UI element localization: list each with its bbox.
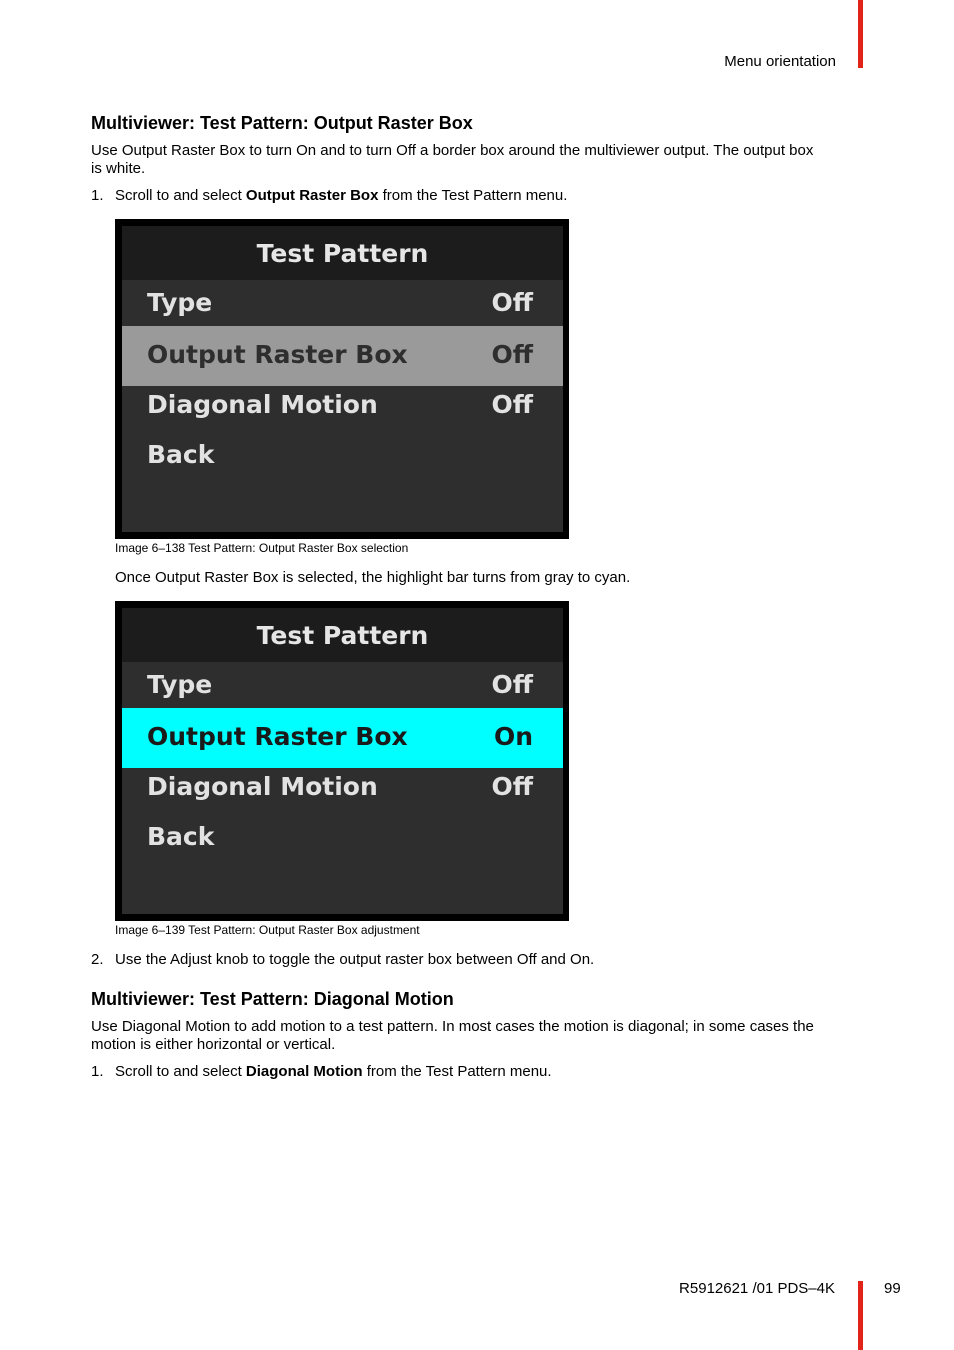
osd-menu-panel bbox=[122, 226, 563, 532]
section-heading-diagonal-motion: Multiviewer: Test Pattern: Diagonal Motion bbox=[91, 989, 454, 1009]
step-text-post: from the Test Pattern menu. bbox=[362, 1063, 552, 1080]
osd-menu-title: Test Pattern bbox=[122, 608, 563, 662]
step-text-pre: Scroll to and select bbox=[115, 187, 246, 204]
osd-row-back bbox=[122, 816, 563, 866]
osd-row-value: Off bbox=[491, 288, 533, 317]
osd-row-value: Off bbox=[491, 390, 533, 419]
osd-row-value: Off bbox=[491, 670, 533, 699]
osd-row-label: Output Raster Box bbox=[147, 340, 408, 369]
footer-document-id: R5912621 /01 PDS–4K bbox=[679, 1280, 835, 1297]
step-text: Use the Adjust knob to toggle the output raster box between Off and On. bbox=[115, 951, 595, 968]
step-number: 1. bbox=[91, 187, 104, 204]
osd-row-label: Diagonal Motion bbox=[147, 772, 378, 801]
osd-row-label: Back bbox=[147, 822, 215, 851]
step-1 bbox=[91, 1063, 791, 1083]
osd-row-type bbox=[122, 662, 563, 708]
osd-row-label: Type bbox=[147, 288, 213, 317]
osd-row-label: Output Raster Box bbox=[147, 722, 408, 751]
osd-row-value: Off bbox=[491, 340, 533, 369]
step-number: 1. bbox=[91, 1063, 104, 1080]
osd-menu-screenshot-adjustment bbox=[115, 601, 569, 921]
step-text-bold: Diagonal Motion bbox=[245, 1063, 363, 1080]
osd-menu-title: Test Pattern bbox=[122, 226, 563, 280]
osd-row-value: On bbox=[493, 722, 533, 751]
step-2 bbox=[91, 951, 791, 971]
section-intro bbox=[91, 142, 871, 178]
step-text-pre: Scroll to and select bbox=[115, 1063, 246, 1080]
step-text-bold: Output Raster Box bbox=[245, 187, 379, 204]
step-text bbox=[115, 1063, 552, 1080]
header-accent-bar bbox=[858, 0, 863, 68]
step-text bbox=[115, 187, 567, 204]
osd-row-label: Back bbox=[147, 440, 215, 469]
osd-menu-screenshot-selection bbox=[115, 219, 569, 539]
osd-row-output-raster-box-highlighted bbox=[122, 708, 563, 768]
step-text-post: from the Test Pattern menu. bbox=[378, 187, 568, 204]
header-section-title: Menu orientation bbox=[724, 53, 836, 70]
osd-row-label: Type bbox=[147, 670, 213, 699]
intro-line: Use Diagonal Motion to add motion to a test pattern. In most cases the motion is diagonal; in some cases the bbox=[91, 1018, 814, 1035]
osd-row-label: Diagonal Motion bbox=[147, 390, 378, 419]
intro-line: motion is either horizontal or vertical. bbox=[91, 1036, 336, 1053]
intro-line: Use Output Raster Box to turn On and to turn Off a border box around the multiviewer output. The output box bbox=[91, 142, 814, 159]
body-text: Once Output Raster Box is selected, the highlight bar turns from gray to cyan. bbox=[115, 569, 631, 586]
figure-caption: Image 6–138 Test Pattern: Output Raster Box selection bbox=[115, 541, 409, 555]
osd-row-diagonal-motion bbox=[122, 768, 563, 816]
intro-line: is white. bbox=[91, 160, 146, 177]
osd-row-back bbox=[122, 434, 563, 484]
osd-row-value: Off bbox=[491, 772, 533, 801]
step-number: 2. bbox=[91, 951, 104, 968]
osd-menu-panel bbox=[122, 608, 563, 914]
osd-row-diagonal-motion bbox=[122, 386, 563, 434]
footer-page-number: 99 bbox=[884, 1280, 901, 1297]
figure-caption: Image 6–139 Test Pattern: Output Raster Box adjustment bbox=[115, 923, 420, 937]
osd-row-output-raster-box-highlighted bbox=[122, 326, 563, 386]
osd-row-type bbox=[122, 280, 563, 326]
section-intro bbox=[91, 1018, 871, 1054]
section-heading-output-raster-box: Multiviewer: Test Pattern: Output Raster Box bbox=[91, 113, 473, 133]
step-1 bbox=[91, 187, 791, 207]
footer-accent-bar bbox=[858, 1281, 863, 1350]
